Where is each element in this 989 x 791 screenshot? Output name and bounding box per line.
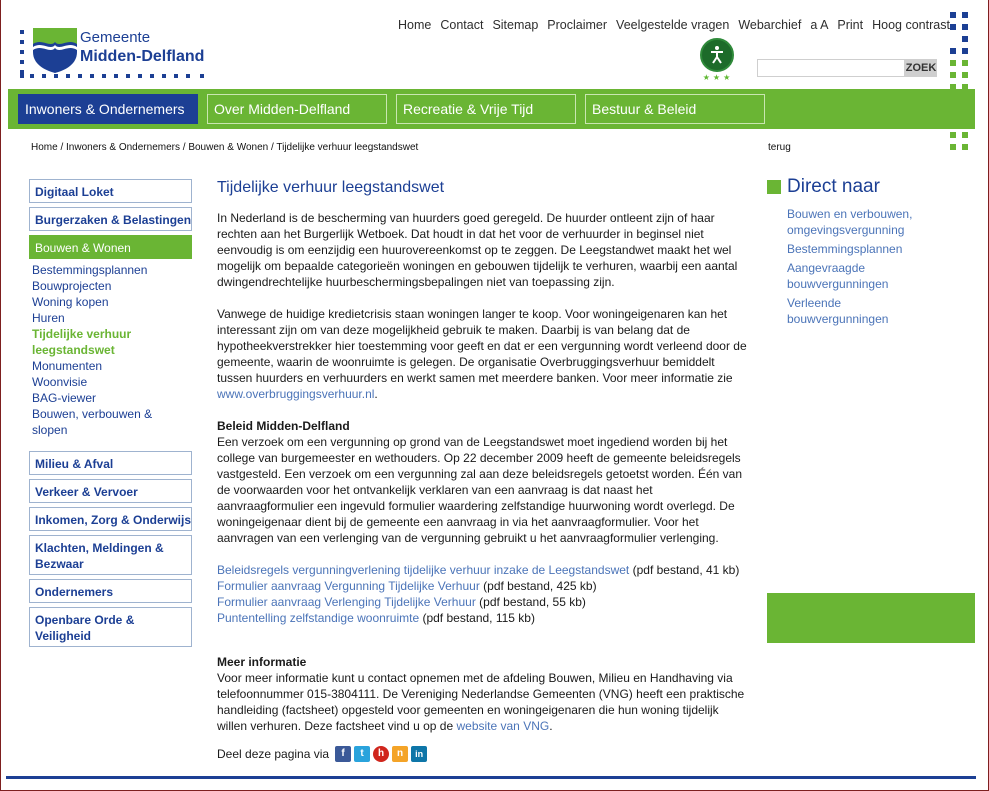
document-info: (pdf bestand, 425 kb) bbox=[479, 579, 597, 593]
logo-dot bbox=[150, 74, 154, 78]
document-link[interactable]: Formulier aanvraag Verlenging Tijdelijke Verhuur bbox=[217, 595, 476, 609]
nujij-icon[interactable]: n bbox=[392, 746, 408, 762]
direct-links bbox=[787, 206, 967, 327]
crisis-end: . bbox=[374, 387, 378, 401]
document-item bbox=[217, 610, 752, 626]
share-label: Deel deze pagina via bbox=[217, 747, 330, 761]
accessibility-icon bbox=[700, 38, 734, 72]
sidebar-item-burgerzaken[interactable]: Burgerzaken & Belastingen bbox=[29, 207, 192, 231]
document-info: (pdf bestand, 41 kb) bbox=[629, 563, 740, 577]
logo-line-1: Gemeente bbox=[80, 29, 151, 46]
direct-naar-title bbox=[767, 176, 967, 198]
document-item bbox=[217, 578, 752, 594]
logo-dot bbox=[66, 74, 70, 78]
top-link-home[interactable]: Home bbox=[398, 18, 432, 32]
top-link-high-contrast[interactable]: Hoog contrast bbox=[872, 18, 950, 32]
logo-dot bbox=[20, 30, 24, 34]
top-link-proclaimer[interactable]: Proclaimer bbox=[547, 18, 608, 32]
document-list bbox=[217, 562, 752, 626]
top-link-font-size[interactable]: a A bbox=[810, 18, 829, 32]
document-item bbox=[217, 562, 752, 578]
direct-naar-label: Direct naar bbox=[787, 176, 880, 197]
logo-dot bbox=[30, 74, 34, 78]
crisis-paragraph bbox=[217, 306, 752, 402]
direct-link-verleende[interactable]: Verleende bouwvergunningen bbox=[787, 296, 889, 326]
decorative-dot bbox=[950, 60, 956, 66]
subnav-bouwprojecten[interactable]: Bouwprojecten bbox=[32, 279, 112, 293]
decorative-dot bbox=[962, 48, 968, 54]
logo-dot bbox=[20, 60, 24, 64]
facebook-icon[interactable]: f bbox=[335, 746, 351, 762]
logo-dot bbox=[162, 74, 166, 78]
main-nav bbox=[8, 89, 975, 129]
sidebar-item-klachten[interactable]: Klachten, Meldingen & Bezwaar bbox=[29, 535, 192, 575]
subnav-bouwen-verbouwen-slopen[interactable]: Bouwen, verbouwen & slopen bbox=[32, 407, 153, 437]
sidebar-item-openbare-orde[interactable]: Openbare Orde & Veiligheid bbox=[29, 607, 192, 647]
document-info: (pdf bestand, 55 kb) bbox=[475, 595, 586, 609]
sidebar-item-ondernemers[interactable]: Ondernemers bbox=[29, 579, 192, 603]
document-item bbox=[217, 594, 752, 610]
decorative-dot bbox=[950, 24, 956, 30]
meer-info-heading: Meer informatie bbox=[217, 655, 307, 669]
back-link[interactable]: terug bbox=[768, 142, 791, 153]
meer-info-paragraph bbox=[217, 670, 752, 734]
logo-dot bbox=[20, 40, 24, 44]
tab-inwoners-ondernemers[interactable]: Inwoners & Ondernemers bbox=[18, 94, 198, 124]
tab-bestuur-beleid[interactable]: Bestuur & Beleid bbox=[585, 94, 765, 124]
document-link[interactable]: Beleidsregels vergunningverlening tijdelijke verhuur inzake de Leegstandswet bbox=[217, 563, 630, 577]
logo-dot bbox=[200, 74, 204, 78]
overbrugging-link[interactable]: www.overbruggingsverhuur.nl bbox=[217, 387, 375, 401]
logo-dot bbox=[114, 74, 118, 78]
beleid-paragraph: Een verzoek om een vergunning op grond van de Leegstandswet moet ingediend worden bij het college van burgemeester en wethouders. Op 22 december 2009 heeft de gemeente beleidsregels vastgesteld. Een verzoek om een vergunning zal aan deze beleidsregels getoetst worden. Één van de voorwaarden voor het ontvankelijk verklaren van een aanvraag is dat naast het aanvraagformulier een ingevuld formulier waardering zelfstandige huurwoning wordt overlegd. De woningeigenaar dient bij de gemeente een aanvraag in via het aanvraagformulier. Voor het aanvragen van een verlenging van de vergunning gebruikt u het aanvraagformulier verlenging. bbox=[217, 435, 742, 545]
document-link[interactable]: Puntentelling zelfstandige woonruimte bbox=[217, 611, 420, 625]
logo-line-2: Midden-Delfland bbox=[80, 48, 205, 65]
decorative-dot bbox=[962, 36, 968, 42]
decorative-dot bbox=[962, 72, 968, 78]
hyves-icon[interactable]: h bbox=[373, 746, 389, 762]
decorative-dot bbox=[962, 132, 968, 138]
decorative-dot bbox=[962, 24, 968, 30]
breadcrumb-home[interactable]: Home bbox=[31, 142, 58, 153]
stars-icon: ★★★ bbox=[702, 73, 734, 82]
document-info: (pdf bestand, 115 kb) bbox=[419, 611, 535, 625]
meer-info-text: Voor meer informatie kunt u contact opnemen met de afdeling Bouwen, Milieu en Handhaving via telefoonnummer 015-3804111. De Vereniging Nederlandse Gemeenten (VNG) heeft een praktische handleiding (factsheet) opgesteld voor gemeenten en woningeigenaren die hun woning tijdelijk willen verhuren. Deze factsheet vind u op de bbox=[217, 671, 745, 733]
decorative-dot bbox=[962, 144, 968, 150]
sidebar-subnav bbox=[32, 262, 190, 438]
share-bar bbox=[217, 746, 752, 762]
top-link-faq[interactable]: Veelgestelde vragen bbox=[616, 18, 730, 32]
twitter-icon[interactable]: t bbox=[354, 746, 370, 762]
search-input[interactable] bbox=[757, 59, 905, 77]
subnav-bestemmingsplannen[interactable]: Bestemmingsplannen bbox=[32, 263, 148, 277]
decorative-dot bbox=[950, 132, 956, 138]
decorative-dot bbox=[950, 48, 956, 54]
logo-dot bbox=[20, 74, 24, 78]
breadcrumb-inwoners[interactable]: Inwoners & Ondernemers bbox=[66, 142, 180, 153]
direct-link-omgevingsvergunning[interactable]: Bouwen en verbouwen, omgevingsvergunning bbox=[787, 207, 913, 237]
top-links bbox=[398, 18, 950, 32]
top-link-print[interactable]: Print bbox=[837, 18, 864, 32]
direct-link-bestemmingsplannen[interactable]: Bestemmingsplannen bbox=[787, 242, 903, 256]
logo-dot bbox=[126, 74, 130, 78]
subnav-bag-viewer[interactable]: BAG-viewer bbox=[32, 391, 97, 405]
sidebar-item-bouwen-wonen[interactable]: Bouwen & Wonen bbox=[29, 235, 192, 259]
vng-link[interactable]: website van VNG bbox=[456, 719, 550, 733]
breadcrumb-separator: / bbox=[182, 142, 189, 153]
breadcrumb-separator: / bbox=[60, 142, 67, 153]
logo-dot bbox=[42, 74, 46, 78]
document-link[interactable]: Formulier aanvraag Vergunning Tijdelijke Verhuur bbox=[217, 579, 480, 593]
top-link-sitemap[interactable]: Sitemap bbox=[492, 18, 539, 32]
subnav-monumenten[interactable]: Monumenten bbox=[32, 359, 103, 373]
meer-info-end: . bbox=[549, 719, 553, 733]
search-button[interactable]: ZOEK bbox=[905, 59, 937, 77]
direct-link-aangevraagde[interactable]: Aangevraagde bouwvergunningen bbox=[787, 261, 889, 291]
logo-dot bbox=[90, 74, 94, 78]
tab-over-midden-delfland[interactable]: Over Midden-Delfland bbox=[207, 94, 387, 124]
decorative-dot bbox=[962, 60, 968, 66]
tab-recreatie-vrije-tijd[interactable]: Recreatie & Vrije Tijd bbox=[396, 94, 576, 124]
top-link-webarchief[interactable]: Webarchief bbox=[738, 18, 802, 32]
sidebar-item-digitaal-loket[interactable]: Digitaal Loket bbox=[29, 179, 192, 203]
direct-naar-panel bbox=[767, 176, 967, 330]
breadcrumb-separator: / bbox=[270, 142, 277, 153]
top-link-contact[interactable]: Contact bbox=[440, 18, 484, 32]
decorative-dot bbox=[950, 72, 956, 78]
decorative-dot bbox=[950, 144, 956, 150]
logo-dot bbox=[138, 74, 142, 78]
page-title: Tijdelijke verhuur leegstandswet bbox=[217, 179, 445, 196]
search-form bbox=[757, 59, 937, 77]
decorative-dot bbox=[950, 12, 956, 18]
coat-of-arms-icon bbox=[30, 26, 80, 74]
intro-paragraph: In Nederland is de bescherming van huurders goed geregeld. De huurder ontleent zijn of haar rechten aan het Burgerlijk Wetboek. Dat houdt in dat het voor de verhuurder in beginsel niet eenvoudig is om eenzijdig een huurovereenkomst op te zeggen. De Leegstandwet maakt het wel mogelijk om bepaalde categorieën woningen en gebouwen tijdelijk te verhuren, waarbij een aantal dwingendrechtelijke huurbeschermingsbepalingen niet van toepassing zijn. bbox=[217, 211, 738, 289]
logo-dot bbox=[20, 50, 24, 54]
main-content bbox=[217, 178, 752, 762]
logo-dot bbox=[174, 74, 178, 78]
subnav-huren[interactable]: Huren bbox=[32, 311, 65, 325]
subnav-woonvisie[interactable]: Woonvisie bbox=[32, 375, 88, 389]
sidebar-item-verkeer-vervoer[interactable]: Verkeer & Vervoer bbox=[29, 479, 192, 503]
logo-text bbox=[80, 28, 204, 66]
logo-dot bbox=[78, 74, 82, 78]
sidebar-item-inkomen-zorg[interactable]: Inkomen, Zorg & Onderwijs bbox=[29, 507, 192, 531]
breadcrumb-bouwen-wonen[interactable]: Bouwen & Wonen bbox=[188, 142, 269, 153]
subnav-woning-kopen[interactable]: Woning kopen bbox=[32, 295, 109, 309]
green-square-icon bbox=[767, 180, 781, 194]
subnav-tijdelijke-verhuur[interactable]: Tijdelijke verhuur leegstandswet bbox=[32, 327, 132, 357]
logo-dot bbox=[54, 74, 58, 78]
accessibility-badge[interactable] bbox=[700, 38, 736, 82]
decorative-dot bbox=[962, 12, 968, 18]
green-banner bbox=[767, 593, 975, 643]
sidebar-item-milieu-afval[interactable]: Milieu & Afval bbox=[29, 451, 192, 475]
footer-bar bbox=[6, 776, 976, 779]
beleid-heading: Beleid Midden-Delfland bbox=[217, 419, 350, 433]
logo-dot bbox=[102, 74, 106, 78]
logo-dot bbox=[186, 74, 190, 78]
breadcrumb bbox=[31, 142, 418, 153]
breadcrumb-current: Tijdelijke verhuur leegstandswet bbox=[276, 142, 419, 153]
crisis-text: Vanwege de huidige kredietcrisis staan woningen langer te koop. Voor woningeigenaren kan het interessant zijn om van deze mogelijkheid gebruik te maken. Daarbij is van belang dat de hypotheekverstrekker hier toestemming voor geeft en dat er een vergunning wordt verleend door de gemeente, waarin de woonruimte is gelegen. De organisatie Overbruggingsverhuur bemiddelt tussen huurders en verhuurders en werkt samen met meerdere banken. Voor meer informatie zie bbox=[217, 307, 747, 385]
linkedin-icon[interactable]: in bbox=[411, 746, 427, 762]
logo[interactable] bbox=[20, 26, 205, 78]
